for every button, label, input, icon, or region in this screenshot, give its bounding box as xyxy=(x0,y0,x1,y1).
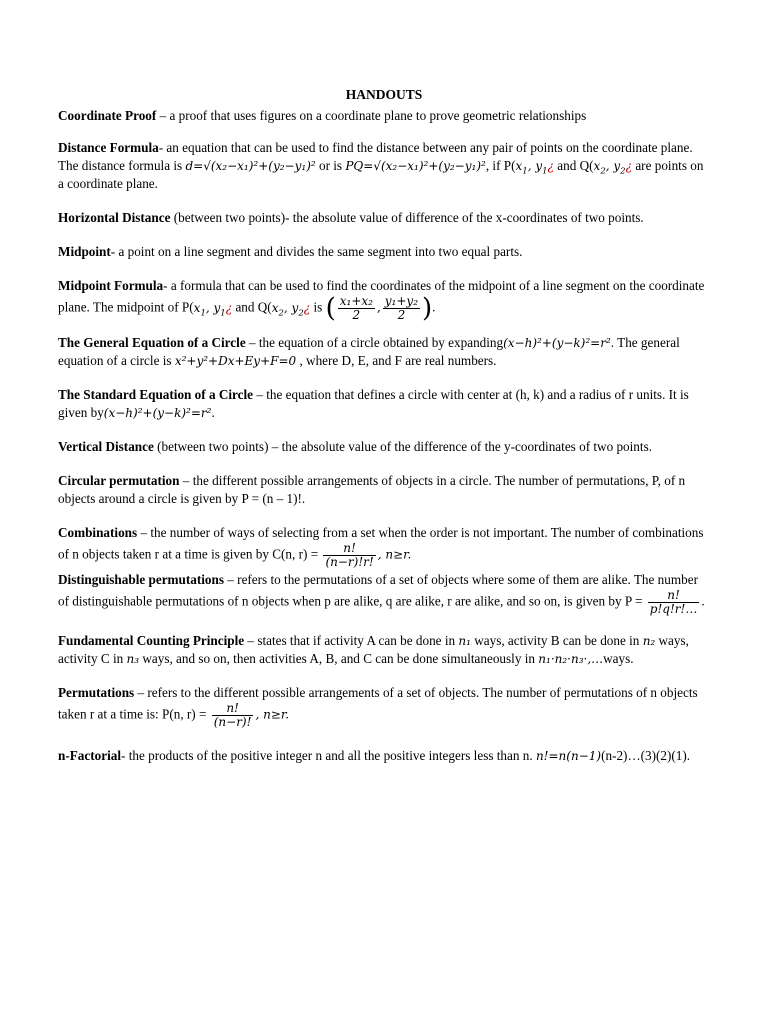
term-general-circle: The General Equation of a Circle xyxy=(58,335,246,350)
entry-vertical-distance xyxy=(58,438,710,456)
ways-n3: n₃ xyxy=(126,652,140,666)
entry-circular-permutation xyxy=(58,472,710,508)
formula-n-factorial: n!=n(n−1) xyxy=(535,749,602,763)
combinations-numerator: n! xyxy=(323,542,375,556)
definition-distance-formula-part2: or is xyxy=(315,158,346,173)
definition-fundamental-part5: ways. xyxy=(603,651,634,666)
term-vertical-distance: Vertical Distance xyxy=(58,439,154,454)
permutations-fraction xyxy=(212,702,254,729)
point-q-coordinates: $x_2$, $y_2¿$ xyxy=(593,159,633,177)
formula-distance-d: d=√(x₂−x₁)²+(y₂−y₁)² xyxy=(185,159,316,173)
definition-midpoint-formula-part3: is xyxy=(310,299,326,315)
definition-combinations-part1: – the number of ways of selecting from a set when the order is not important. The number of combinations of n objects taken r at a time is given by C(n, r) = xyxy=(58,525,704,562)
definition-midpoint-formula-part2: and Q( xyxy=(232,299,272,315)
distinguishable-numerator: n! xyxy=(648,589,700,603)
term-midpoint-formula: Midpoint Formula xyxy=(58,278,164,293)
definition-coordinate-proof: – a proof that uses figures on a coordinate plane to prove geometric relationships xyxy=(156,108,587,123)
definition-fundamental-part4: ways, and so on, then activities A, B, and C can be done simultaneously in xyxy=(139,651,539,666)
definition-general-circle-part1: – the equation of a circle obtained by expanding xyxy=(245,335,504,350)
definition-distinguishable-part1: – refers to the permutations of a set of objects where some of them are alike. The number of distinguishable permutations of n objects when p are alike, q are alike, r are alike, and so on, is given by P = xyxy=(58,572,698,609)
midpoint-x-denominator: 2 xyxy=(352,308,361,322)
definition-midpoint-formula-part4: . xyxy=(432,299,436,315)
entry-general-circle xyxy=(58,334,710,370)
definition-distinguishable-part2: . xyxy=(701,593,705,609)
midpoint-q-coordinates: $x_2$, $y_2¿$ xyxy=(271,300,311,318)
permutations-denominator: (n−r)! xyxy=(213,715,252,729)
distinguishable-fraction xyxy=(648,589,700,616)
entry-distance-formula xyxy=(58,139,710,193)
comma: , xyxy=(376,300,381,315)
term-horizontal-distance: Horizontal Distance xyxy=(58,210,171,225)
permutations-numerator: n! xyxy=(212,702,254,716)
entry-coordinate-proof xyxy=(58,107,710,125)
definition-distance-formula-part4: and Q( xyxy=(553,158,594,173)
handout-page xyxy=(58,86,710,780)
entry-midpoint-formula xyxy=(58,277,710,322)
page-title: HANDOUTS xyxy=(345,87,423,102)
definition-permutations-part1: – refers to the different possible arrangements of a set of objects. The number of permutations of n objects taken r at a time is: P(n, r) = xyxy=(58,685,698,722)
definition-fundamental-part2: ways, activity B can be done in xyxy=(470,633,643,648)
distinguishable-denominator: p!q!r!… xyxy=(649,602,698,616)
definition-circular-permutation: – the different possible arrangements of objects in a circle. The number of permutations, P, of n objects around a circle is given by P = (n – 1)!. xyxy=(58,473,686,506)
formula-standard-circle: (x−h)²+(y−k)²=r² xyxy=(103,406,212,420)
term-circular-permutation: Circular permutation xyxy=(58,473,180,488)
entry-distinguishable xyxy=(58,571,710,616)
midpoint-y-numerator: y₁+y₂ xyxy=(384,294,419,308)
definition-midpoint: - a point on a line segment and divides the same segment into two equal parts. xyxy=(110,244,523,259)
entry-midpoint xyxy=(58,243,710,261)
term-permutations: Permutations xyxy=(58,685,135,700)
entry-standard-circle xyxy=(58,386,710,422)
combinations-denominator: (n−r)!r! xyxy=(325,555,374,569)
ways-n1: n₁ xyxy=(458,634,471,648)
midpoint-x-numerator: x₁+x₂ xyxy=(339,294,373,308)
midpoint-p-coordinates: $x_1$, $y_1¿$ xyxy=(193,300,233,318)
term-midpoint: Midpoint xyxy=(58,244,111,259)
entry-permutations xyxy=(58,684,710,729)
ways-product: n₁·n₂·n₃·,… xyxy=(538,652,604,666)
definition-standard-circle-part2: . xyxy=(211,405,215,420)
formula-distance-pq: PQ=√(x₂−x₁)²+(y₂−y₁)² xyxy=(345,159,486,173)
term-coordinate-proof: Coordinate Proof xyxy=(58,108,157,123)
term-n-factorial: n-Factorial xyxy=(58,748,121,763)
combinations-fraction xyxy=(323,542,375,569)
entry-horizontal-distance xyxy=(58,209,710,227)
term-distance-formula: Distance Formula xyxy=(58,140,159,155)
left-paren: ( xyxy=(325,293,336,324)
right-paren: ) xyxy=(422,293,433,324)
definition-distance-formula-part3: , if P( xyxy=(485,158,516,173)
definition-distance-formula-part1: - an equation that can be used to find the distance between any pair of points on the coordinate plane. The distance formula is xyxy=(58,140,693,173)
formula-general-circle: x²+y²+Dx+Ey+F=0 xyxy=(174,354,297,368)
entry-combinations xyxy=(58,524,710,569)
definition-fundamental-part1: – states that if activity A can be done in xyxy=(244,633,459,648)
definition-standard-circle-part1: – the equation that defines a circle with center at (h, k) and a radius of r units. It is given by xyxy=(58,387,689,420)
entry-n-factorial xyxy=(58,747,710,765)
definition-general-circle-part3: , where D, E, and F are real numbers. xyxy=(296,353,497,368)
definition-midpoint-formula-part1: - a formula that can be used to find the coordinates of the midpoint of a line segment on the coordinate plane. The midpoint of P( xyxy=(58,278,705,315)
entry-fundamental-counting xyxy=(58,632,710,668)
ways-n2: n₂ xyxy=(642,634,656,648)
term-distinguishable: Distinguishable permutations xyxy=(58,572,224,587)
term-standard-circle: The Standard Equation of a Circle xyxy=(58,387,254,402)
midpoint-x-fraction xyxy=(338,295,375,322)
definition-distance-formula-part5: are points on a coordinate plane. xyxy=(58,158,704,191)
definition-n-factorial-part1: - the products of the positive integer n and all the positive integers less than n. xyxy=(121,748,536,763)
definition-horizontal-distance: (between two points)- the absolute value of difference of the x-coordinates of two points. xyxy=(170,210,644,225)
point-p-coordinates: $x_1$, $y_1¿$ xyxy=(515,159,554,177)
definition-permutations-part2: , n≥r. xyxy=(255,707,290,722)
definition-fundamental-part3: ways, activity C in xyxy=(58,633,689,666)
term-fundamental-counting: Fundamental Counting Principle xyxy=(58,633,245,648)
definition-n-factorial-part2: (n-2)…(3)(2)(1). xyxy=(601,748,691,763)
midpoint-y-denominator: 2 xyxy=(397,308,406,322)
formula-circle-expanded: (x−h)²+(y−k)²=r² xyxy=(503,336,611,350)
definition-vertical-distance: (between two points) – the absolute value of the difference of the y-coordinates of two points. xyxy=(153,439,652,454)
definition-general-circle-part2: . The general equation of a circle is xyxy=(58,335,680,368)
midpoint-y-fraction xyxy=(383,295,420,322)
definition-combinations-part2: , n≥r. xyxy=(377,547,412,562)
term-combinations: Combinations xyxy=(58,525,138,540)
